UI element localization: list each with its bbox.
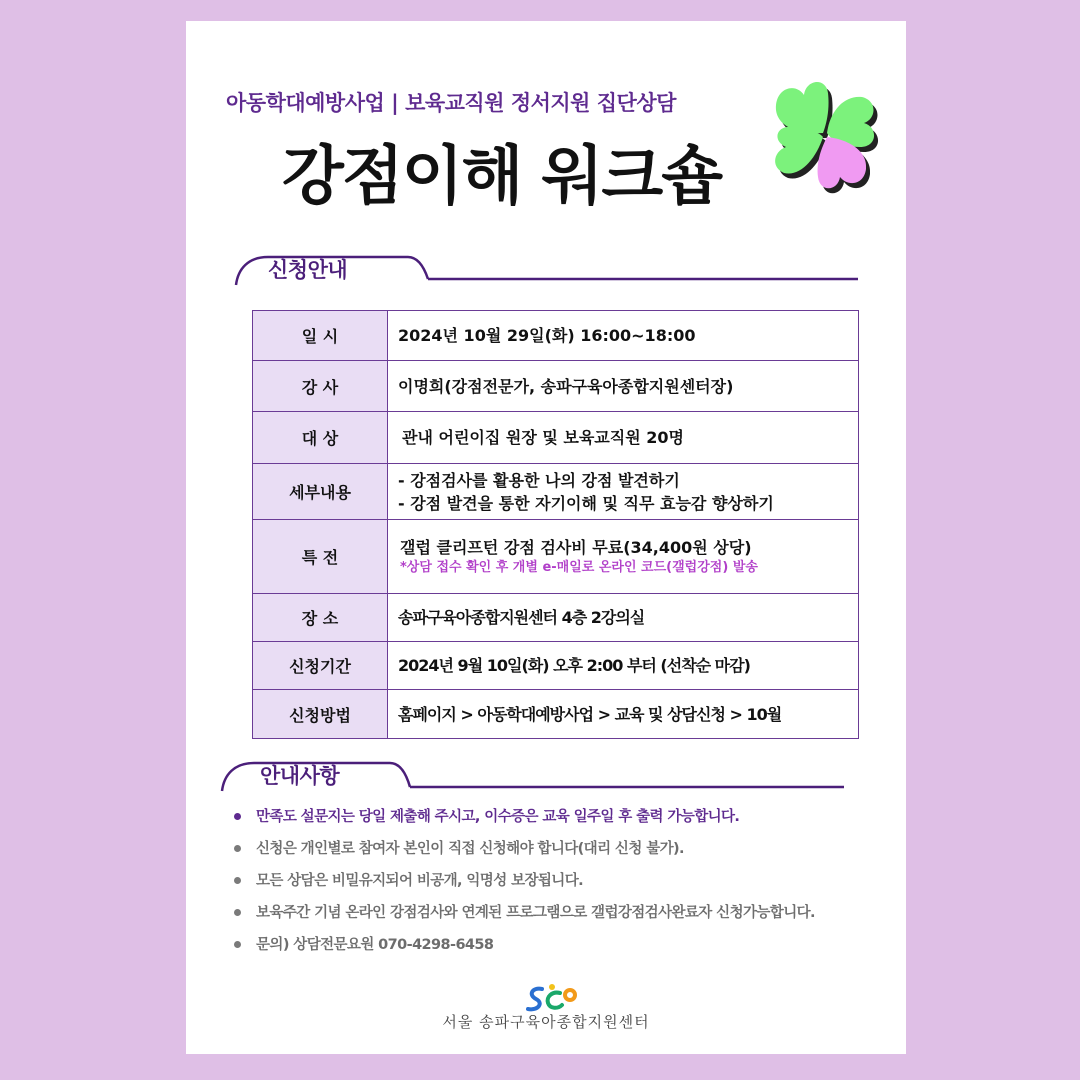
list-item [234,833,894,865]
notice-list [234,801,894,961]
row-label-datetime: 일 시 [253,311,388,361]
bullet-icon [234,909,241,916]
notice-text: 모든 상담은 비밀유지되어 비공개, 익명성 보장됩니다. [256,873,584,889]
section-application-title: 신청안내 [268,258,348,282]
row-value-instructor: 이명희(강점전문가, 송파구육아종합지원센터장) [388,361,859,412]
table-row [253,412,859,464]
table-row [253,520,859,594]
notice-text: 만족도 설문지는 당일 제출해 주시고, 이수증은 교육 일주일 후 출력 가능합니다. [256,809,740,825]
poster [186,21,906,1054]
list-item [234,929,894,961]
row-label-benefit: 특 전 [253,520,388,594]
row-label-target: 대 상 [253,412,388,464]
row-label-method: 신청방법 [253,690,388,739]
row-label-period: 신청기간 [253,642,388,690]
details-line-2: - 강점 발견을 통한 자기이해 및 직무 효능감 향상하기 [398,493,774,513]
notice-text: 신청은 개인별로 참여자 본인이 직접 신청해야 합니다(대리 신청 불가). [256,841,684,857]
table-row [253,464,859,520]
row-value-method: 홈페이지 > 아동학대예방사업 > 교육 및 상담신청 > 10월 [388,690,859,739]
row-value-benefit [388,520,859,594]
bullet-icon [234,941,241,948]
list-item [234,865,894,897]
row-label-details: 세부내용 [253,464,388,520]
row-value-place: 송파구육아종합지원센터 4층 2강의실 [388,594,859,642]
notice-text: 보육주간 기념 온라인 강점검사와 연계된 프로그램으로 갤럽강점검사완료자 신청가능합니다. [256,905,815,921]
notice-text: 문의) 상담전문요원 070-4298-6458 [256,937,494,953]
list-item [234,801,894,833]
bullet-icon [234,845,241,852]
section-notice-header [220,761,846,795]
poster-subtitle: 아동학대예방사업 | 보육교직원 정서지원 집단상담 [226,91,676,115]
row-label-place: 장 소 [253,594,388,642]
footer-org-name: 서울 송파구육아종합지원센터 [442,1013,650,1031]
benefit-note: *상담 접수 확인 후 개별 e-매일로 온라인 코드(갤럽강점) 발송 [400,560,758,575]
info-table [252,310,859,739]
table-row [253,642,859,690]
table-row [253,690,859,739]
list-item [234,897,894,929]
benefit-text: 갤럽 클리프턴 강점 검사비 무료(34,400원 상당) [400,538,752,557]
poster-title: 강점이해 워크숍 [282,140,722,214]
row-value-datetime: 2024년 10월 29일(화) 16:00~18:00 [388,311,859,361]
section-application-header [234,255,860,289]
row-value-target: 관내 어린이집 원장 및 보육교직원 20명 [388,412,859,464]
row-value-period: 2024년 9월 10일(화) 오후 2:00 부터 (선착순 마감) [388,642,859,690]
table-row [253,594,859,642]
bullet-icon [234,877,241,884]
details-line-1: - 강점검사를 활용한 나의 강점 발견하기 [398,470,680,490]
table-row [253,361,859,412]
table-row [253,311,859,361]
bullet-icon [234,813,241,820]
four-leaf-clover-icon [766,73,884,199]
section-notice-title: 안내사항 [260,764,340,788]
row-label-instructor: 강 사 [253,361,388,412]
row-value-details [388,464,859,520]
